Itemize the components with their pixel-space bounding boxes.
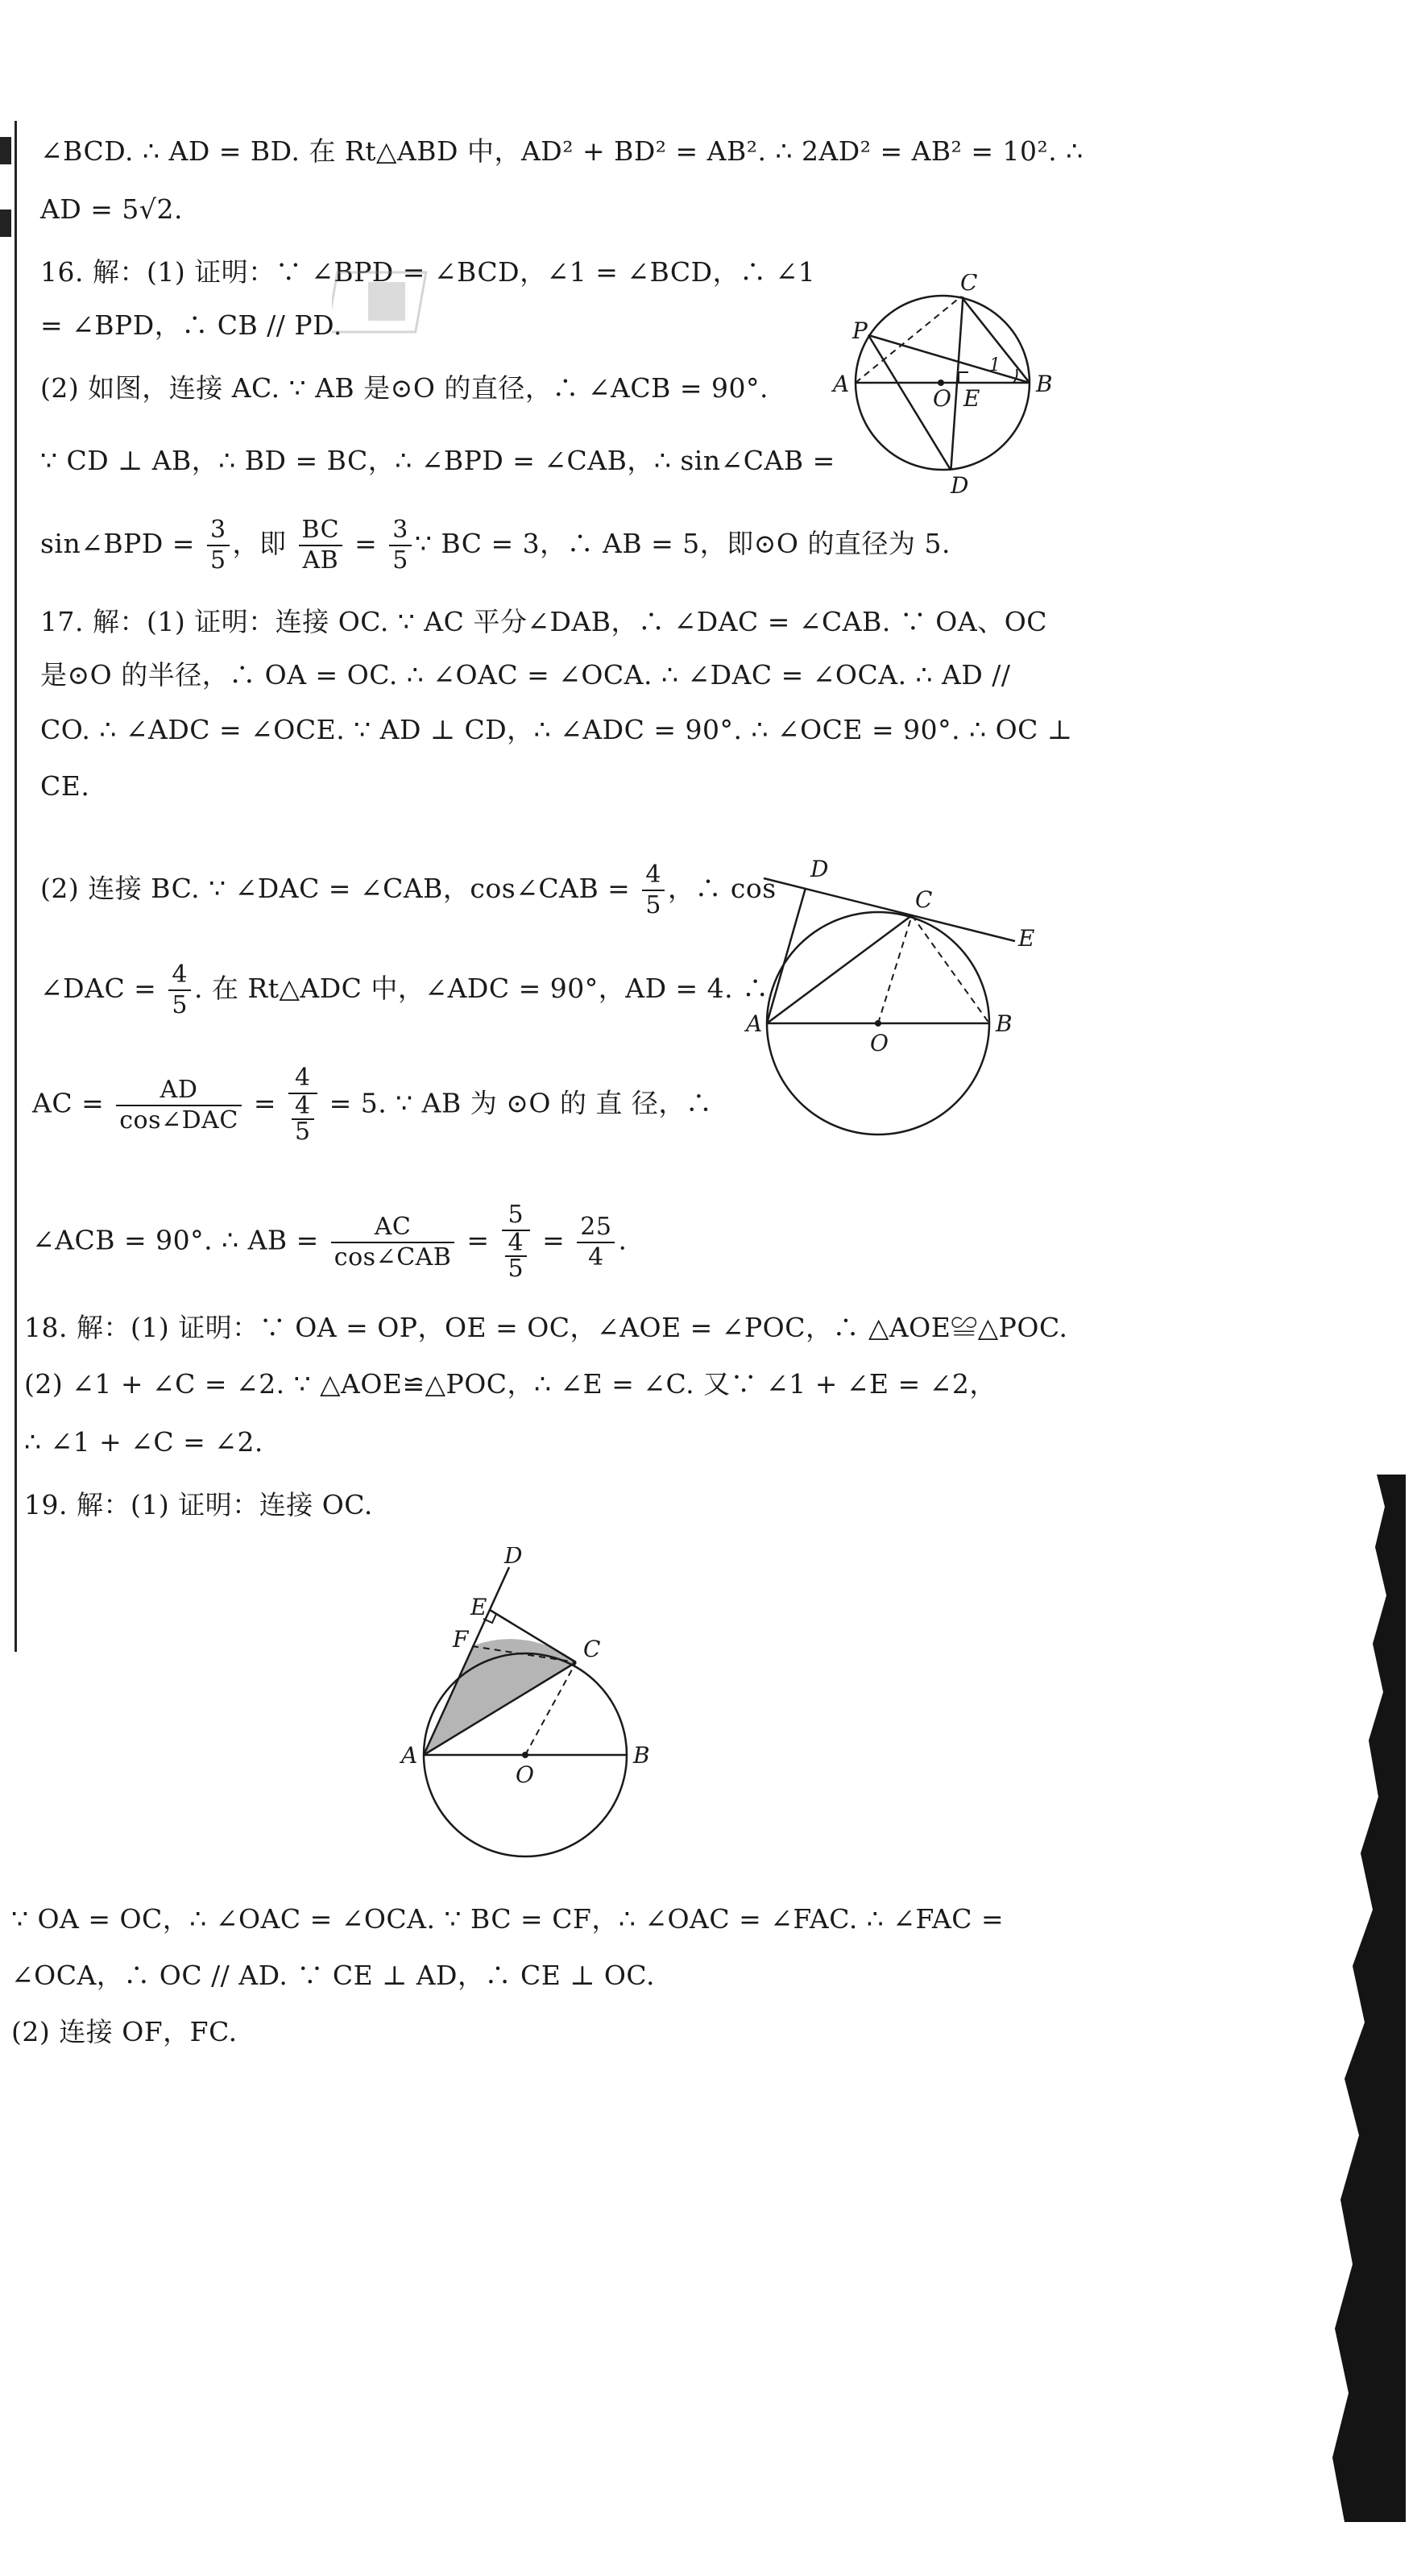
- fraction: $\frac{3}{5}$: [207, 516, 230, 575]
- right-angle-mark: [959, 372, 968, 383]
- equals: =: [542, 1224, 566, 1256]
- torn-edge-shape: [1332, 1475, 1417, 2522]
- equation-line: [40, 861, 777, 920]
- figure-19-circle-diagram: [395, 1547, 669, 1861]
- label-d: D: [504, 1547, 523, 1569]
- label-a: A: [401, 1742, 418, 1769]
- text-line: (2) ∠1 + ∠C = ∠2. ∵ △AOE≌△POC，∴ ∠E = ∠C. 又∵ ∠1 + ∠E = ∠2，: [24, 1368, 996, 1400]
- equals: =: [253, 1087, 276, 1119]
- fraction: $\frac{AC}{\text{cos∠CAB}}$: [331, 1213, 455, 1272]
- angle-mark: [1013, 369, 1017, 383]
- label-e: E: [963, 385, 980, 412]
- fraction: $\frac{AD}{\text{cos∠DAC}}$: [116, 1076, 242, 1135]
- text-segment: = 5. ∵ AB 为 ⊙O 的 直 径，∴: [329, 1087, 713, 1119]
- text-segment: ∵ BC = 3，∴ AB = 5，即⊙O 的直径为 5.: [414, 528, 951, 559]
- text-segment: ，即: [232, 528, 287, 559]
- segment-oc-dashed: [878, 915, 912, 1023]
- margin-mark: [0, 137, 11, 164]
- center-point: [875, 1020, 881, 1027]
- text-line: CO. ∴ ∠ADC = ∠OCE. ∵ AD ⊥ CD，∴ ∠ADC = 90°. ∴ ∠OCE = 90°. ∴ OC ⊥: [40, 714, 1073, 745]
- label-a: A: [746, 1010, 763, 1037]
- text-line: = ∠BPD，∴ CB // PD.: [40, 309, 342, 341]
- label-b: B: [633, 1742, 650, 1769]
- label-b: B: [996, 1010, 1013, 1037]
- nested-fraction: $\frac{5}{\frac{4}{5}}$: [502, 1201, 531, 1284]
- label-c: C: [960, 274, 978, 296]
- text-line: 18. 解：(1) 证明：∵ OA = OP，OE = OC，∠AOE = ∠POC，∴ △AOE≌△POC.: [24, 1312, 1068, 1343]
- label-c: C: [915, 886, 933, 913]
- text-line: 17. 解：(1) 证明：连接 OC. ∵ AC 平分∠DAB，∴ ∠DAC = ∠CAB. ∵ OA、OC: [40, 606, 1047, 637]
- label-a: A: [833, 371, 850, 397]
- equation-line: [40, 960, 769, 1020]
- equation-line: [40, 516, 951, 575]
- text-line: ∵ CD ⊥ AB，∴ BD = BC，∴ ∠BPD = ∠CAB，∴ sin∠CAB =: [40, 445, 835, 476]
- label-f: F: [453, 1626, 469, 1653]
- fraction: $\frac{25}{4}$: [577, 1213, 615, 1272]
- text-line: CE.: [40, 770, 90, 802]
- equation-line: [32, 1201, 627, 1284]
- period: .: [618, 1224, 628, 1256]
- text-line: ∠OCA，∴ OC // AD. ∵ CE ⊥ AD，∴ CE ⊥ OC.: [11, 1960, 655, 1991]
- text-segment: ，∴ cos: [667, 873, 777, 904]
- text-line: 19. 解：(1) 证明：连接 OC.: [24, 1489, 373, 1520]
- text-line: ∠BCD. ∴ AD = BD. 在 Rt△ABD 中，AD² + BD² = AB². ∴ 2AD² = AB² = 10². ∴: [40, 135, 1083, 167]
- fraction: $\frac{BC}{AB}$: [299, 516, 343, 575]
- fraction: $\frac{4}{5}$: [168, 960, 191, 1020]
- text-segment: AC =: [32, 1087, 105, 1119]
- label-d: D: [810, 856, 829, 882]
- text-segment: ∠ACB = 90°. ∴ AB =: [32, 1224, 319, 1256]
- text-segment: sin∠BPD =: [40, 528, 195, 559]
- figure-17-circle-diagram: [733, 846, 1047, 1152]
- stamp-watermark: [332, 258, 461, 346]
- text-segment: (2) 连接 BC. ∵ ∠DAC = ∠CAB，cos∠CAB =: [40, 873, 631, 904]
- text-line: 是⊙O 的半径，∴ OA = OC. ∴ ∠OAC = ∠OCA. ∴ ∠DAC = ∠OCA. ∴ AD //: [40, 659, 1011, 691]
- fraction: $\frac{3}{5}$: [389, 516, 412, 575]
- label-o: O: [870, 1030, 889, 1056]
- label-o: O: [516, 1761, 534, 1788]
- torn-page-edge: [1328, 1475, 1417, 2522]
- label-d: D: [951, 472, 969, 499]
- text-line: (2) 如图，连接 AC. ∵ AB 是⊙O 的直径，∴ ∠ACB = 90°.: [40, 372, 769, 404]
- label-e: E: [470, 1594, 487, 1620]
- text-segment: . 在 Rt△ADC 中，∠ADC = 90°，AD = 4. ∴: [193, 973, 769, 1004]
- center-point: [522, 1752, 528, 1758]
- label-o: O: [933, 385, 951, 412]
- text-line: AD = 5√2.: [40, 193, 183, 225]
- text-segment: ∠DAC =: [40, 973, 157, 1004]
- segment-ac: [767, 915, 912, 1023]
- label-e: E: [1018, 925, 1035, 952]
- label-p: P: [852, 317, 868, 344]
- segment-ad: [767, 888, 806, 1023]
- torn-edge-band: [1406, 1475, 1417, 2522]
- margin-mark: [0, 209, 11, 237]
- text-line: ∴ ∠1 + ∠C = ∠2.: [24, 1426, 263, 1458]
- equation-line: [32, 1064, 712, 1147]
- stamp-inner: [368, 282, 405, 321]
- label-b: B: [1036, 371, 1053, 397]
- figure-16-circle-diagram: [830, 274, 1055, 508]
- equals: =: [466, 1224, 490, 1256]
- label-c: C: [583, 1636, 601, 1662]
- text-line: (2) 连接 OF，FC.: [11, 2016, 238, 2047]
- equals: =: [354, 528, 378, 559]
- label-1: 1: [989, 355, 1001, 375]
- fraction: $\frac{4}{5}$: [642, 861, 665, 920]
- text-line: ∵ OA = OC，∴ ∠OAC = ∠OCA. ∵ BC = CF，∴ ∠OAC = ∠FAC. ∴ ∠FAC =: [11, 1903, 1005, 1935]
- text-line: 16. 解：(1) 证明：∵ ∠BPD = ∠BCD，∠1 = ∠BCD，∴ ∠1: [40, 256, 816, 288]
- left-margin-rule: [15, 121, 17, 1652]
- nested-fraction: $\frac{4}{\frac{4}{5}}$: [288, 1064, 317, 1147]
